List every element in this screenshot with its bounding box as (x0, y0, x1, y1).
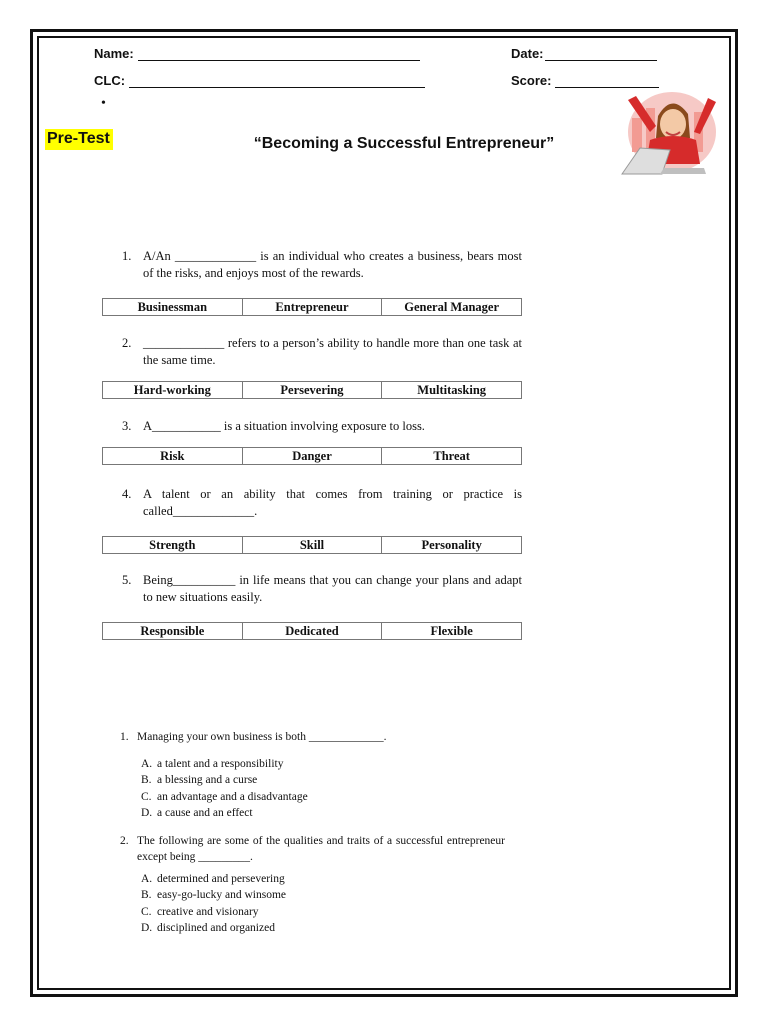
choice-letter: B. (141, 889, 152, 902)
mc-choices-1 (141, 756, 308, 822)
question-number: 3. (122, 419, 132, 433)
question-text: A___________ is a situation involving exposure to loss. (143, 419, 425, 433)
score-line[interactable] (555, 76, 659, 88)
question-text: Being__________ in life means that you can change your plans and adapt to new situations easily. (143, 573, 522, 604)
entrepreneur-illustration (610, 88, 722, 176)
option-cell[interactable]: Risk (103, 448, 243, 465)
option-cell[interactable]: Threat (382, 448, 522, 465)
clc-line[interactable] (129, 76, 425, 88)
question-1 (122, 248, 522, 282)
question-4 (122, 486, 522, 520)
options-table-4 (102, 536, 522, 554)
choice-item[interactable] (141, 805, 308, 821)
choice-item[interactable] (141, 904, 286, 920)
choice-text: creative and visionary (157, 905, 259, 918)
choice-letter: C. (141, 905, 152, 918)
date-label: Date: (511, 46, 544, 61)
option-cell[interactable]: Responsible (103, 623, 243, 640)
choice-text: a cause and an effect (157, 807, 253, 820)
choice-text: an advantage and a disadvantage (157, 790, 308, 803)
question-text: The following are some of the qualities and traits of a successful entrepreneur except being _________. (137, 835, 505, 863)
page-title: “Becoming a Successful Entrepreneur” (253, 135, 555, 152)
choice-item[interactable] (141, 756, 308, 772)
question-number: 1. (120, 731, 129, 743)
options-table-5 (102, 622, 522, 640)
pretest-badge: Pre-Test (45, 129, 113, 150)
name-field[interactable] (94, 46, 420, 61)
option-cell[interactable]: Strength (103, 537, 243, 554)
choice-item[interactable] (141, 871, 286, 887)
choice-letter: A. (141, 873, 153, 885)
choice-item[interactable] (141, 789, 308, 805)
choice-letter: C. (141, 790, 152, 803)
choice-letter: D. (141, 807, 153, 820)
bullet: • (101, 96, 106, 111)
option-cell[interactable]: Persevering (242, 382, 382, 399)
question-text: A talent or an ability that comes from training or practice is called_____________. (143, 487, 522, 518)
option-cell[interactable]: Danger (242, 448, 382, 465)
question-text: _____________ refers to a person’s ability to handle more than one task at the same time. (143, 336, 522, 367)
clc-field[interactable] (94, 73, 425, 88)
question-number: 2. (120, 835, 129, 847)
options-table-1 (102, 298, 522, 316)
option-cell[interactable]: Personality (382, 537, 522, 554)
question-5 (122, 572, 522, 606)
options-table-3 (102, 447, 522, 465)
question-number: 4. (122, 487, 132, 501)
options-table-2 (102, 381, 522, 399)
question-text: A/An _____________ is an individual who creates a business, bears most of the risks, and enjoys most of the rewards. (143, 249, 522, 280)
question-number: 2. (122, 336, 132, 350)
question-text: Managing your own business is both _____________. (137, 731, 387, 743)
choice-item[interactable] (141, 772, 308, 788)
mc-question-2 (120, 833, 505, 865)
question-2 (122, 335, 522, 369)
mc-choices-2 (141, 871, 286, 937)
choice-item[interactable] (141, 920, 286, 936)
clc-label: CLC: (94, 73, 126, 88)
choice-letter: D. (141, 922, 153, 935)
option-cell[interactable]: Skill (242, 537, 382, 554)
choice-text: a blessing and a curse (157, 774, 258, 787)
choice-text: a talent and a responsibility (157, 758, 284, 770)
choice-letter: A. (141, 758, 153, 770)
choice-text: disciplined and organized (157, 922, 275, 935)
mc-question-1 (120, 729, 505, 745)
date-field[interactable] (511, 46, 657, 61)
option-cell[interactable]: Businessman (103, 299, 243, 316)
score-field[interactable] (511, 73, 659, 88)
option-cell[interactable]: Flexible (382, 623, 522, 640)
option-cell[interactable]: Multitasking (382, 382, 522, 399)
score-label: Score: (511, 73, 552, 88)
question-3 (122, 418, 522, 435)
name-label: Name: (94, 46, 134, 61)
choice-letter: B. (141, 774, 152, 787)
question-number: 1. (122, 249, 132, 263)
name-line[interactable] (138, 49, 420, 61)
option-cell[interactable]: Hard-working (103, 382, 243, 399)
choice-text: easy-go-lucky and winsome (157, 889, 287, 902)
date-line[interactable] (545, 49, 657, 61)
option-cell[interactable]: General Manager (382, 299, 522, 316)
question-number: 5. (122, 573, 132, 587)
choice-item[interactable] (141, 887, 286, 903)
choice-text: determined and persevering (157, 873, 285, 885)
option-cell[interactable]: Dedicated (242, 623, 382, 640)
option-cell[interactable]: Entrepreneur (242, 299, 382, 316)
